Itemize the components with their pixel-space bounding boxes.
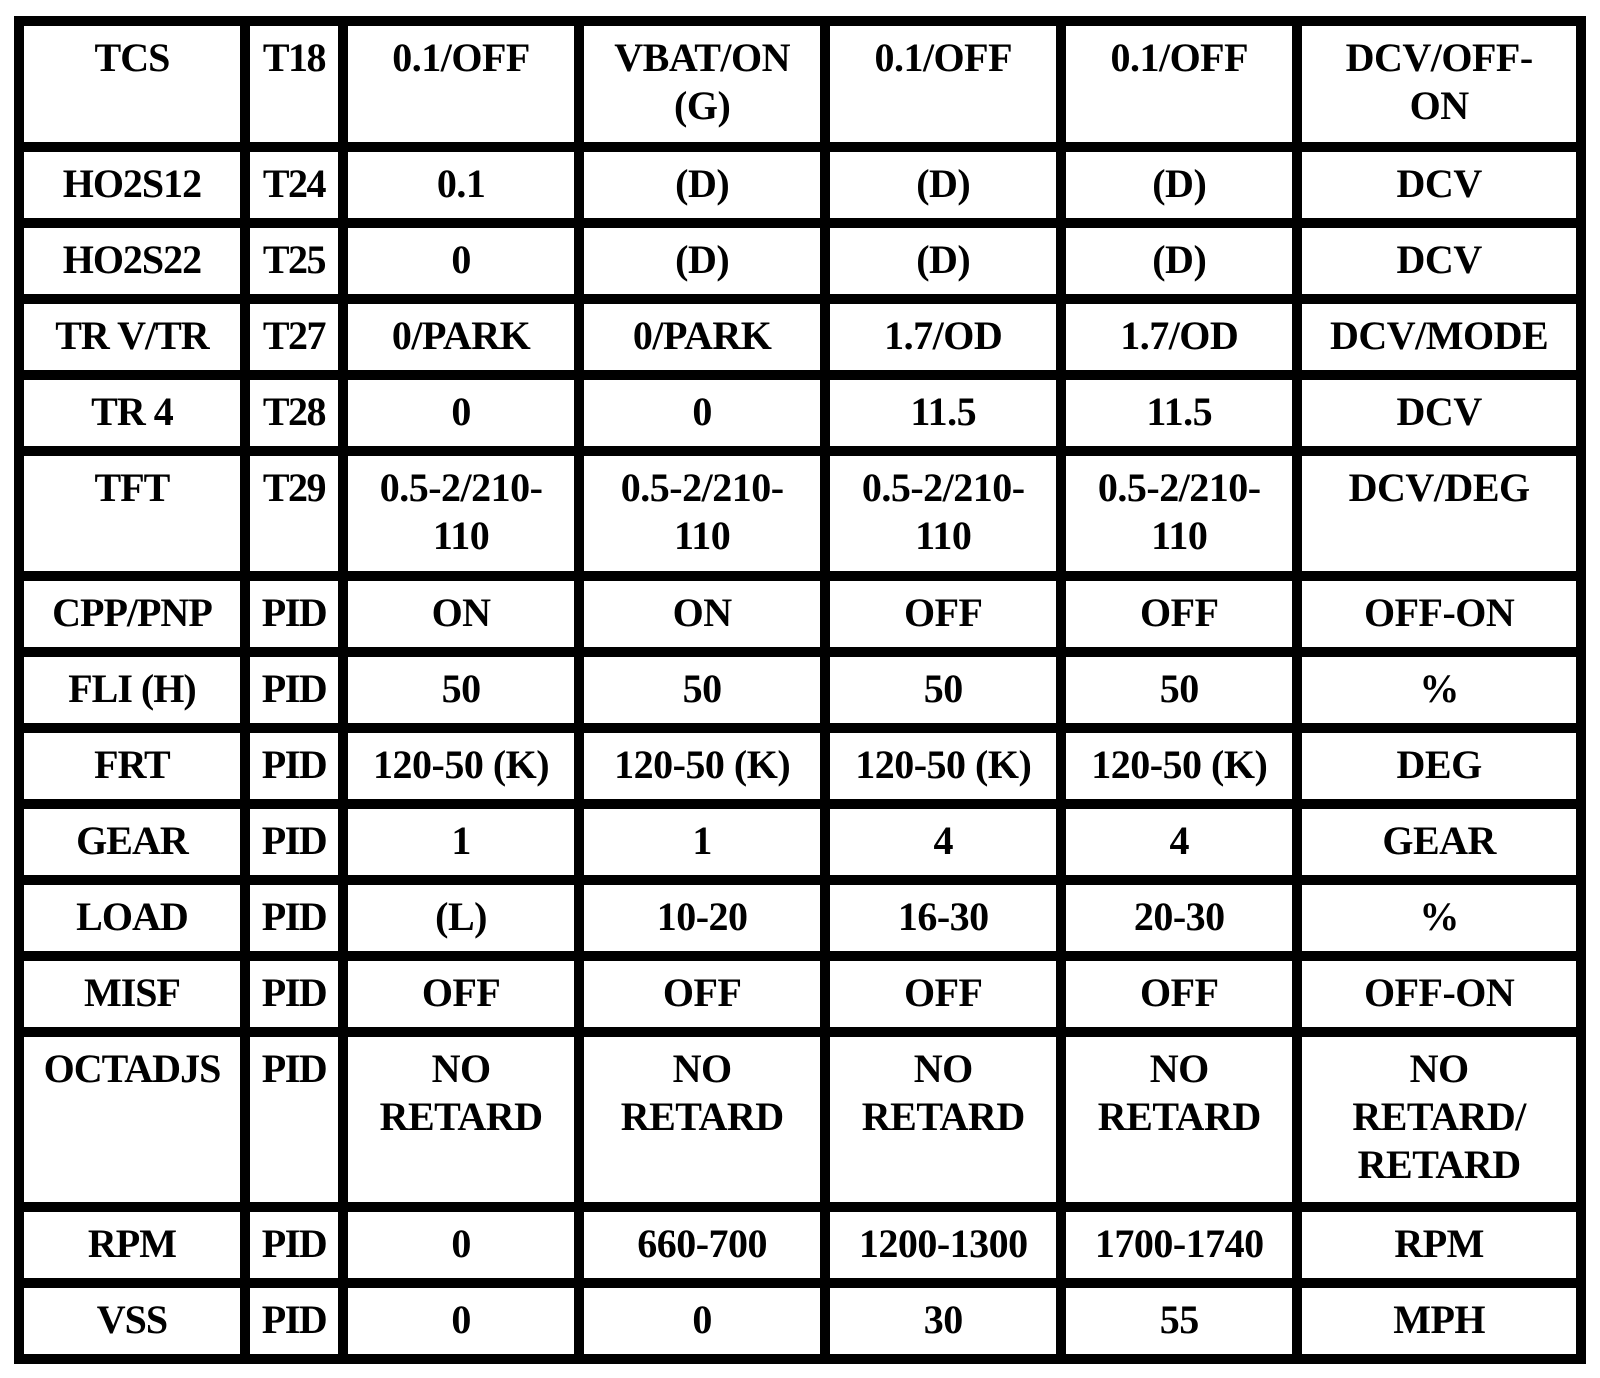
value-col-4-cell xyxy=(1066,581,1292,647)
value-col-3-cell xyxy=(830,26,1056,142)
cell-text-line: 50 xyxy=(682,666,722,711)
cell-text-line: % xyxy=(1419,666,1459,711)
cell-text-line: % xyxy=(1419,894,1459,939)
cell-text-line: MPH xyxy=(1393,1297,1486,1342)
cell-text-line: 50 xyxy=(441,666,481,711)
value-col-4-cell xyxy=(1066,152,1292,218)
value-col-2-cell xyxy=(584,657,820,723)
cell-text-line: 1 xyxy=(692,818,712,863)
unit-col-cell xyxy=(1302,26,1576,142)
cell-text-line: 55 xyxy=(1159,1297,1199,1342)
unit-col-cell xyxy=(1302,1288,1576,1354)
cell-text-line: 0.1/OFF xyxy=(392,35,530,80)
cell-text-line: (D) xyxy=(1152,236,1207,282)
cell-text-line: 110 xyxy=(432,512,490,558)
cell-text-line: RETARD xyxy=(1357,1142,1521,1187)
signal-name-cell: HO2S22 xyxy=(24,228,240,294)
cell-text-line: 0 xyxy=(451,236,471,282)
pin-cell: PID xyxy=(250,657,338,723)
value-col-3-cell xyxy=(830,885,1056,951)
cell-text-line: 10-20 xyxy=(656,894,748,939)
cell-text-line: 110 xyxy=(915,512,972,558)
cell-text-line: 1.7/OD xyxy=(884,312,1003,358)
pin-cell: PID xyxy=(250,961,338,1027)
value-col-1-cell xyxy=(348,1288,574,1354)
value-col-1-cell xyxy=(348,304,574,370)
cell-text-line: 0 xyxy=(692,1297,712,1342)
cell-text-line: 1200-1300 xyxy=(858,1221,1028,1266)
pin-cell: PID xyxy=(250,581,338,647)
unit-col-cell xyxy=(1302,961,1576,1027)
signal-name-cell: FRT xyxy=(24,733,240,799)
cell-text-line: RPM xyxy=(1394,1221,1484,1266)
table-row xyxy=(24,961,1576,1027)
pin-cell: T28 xyxy=(250,380,338,446)
value-col-3-cell xyxy=(830,961,1056,1027)
cell-text-line: OFF xyxy=(1140,590,1219,635)
cell-text-line: 0 xyxy=(451,1297,471,1342)
value-col-1-cell xyxy=(348,657,574,723)
value-col-2-cell xyxy=(584,26,820,142)
cell-text-line: (L) xyxy=(435,894,487,939)
cell-text-line: RETARD xyxy=(861,1094,1025,1139)
value-col-1-cell xyxy=(348,581,574,647)
unit-col-cell xyxy=(1302,733,1576,799)
value-col-3-cell xyxy=(830,581,1056,647)
cell-text-line: NO xyxy=(1149,1046,1209,1091)
value-col-3-cell xyxy=(830,1288,1056,1354)
value-col-1-cell xyxy=(348,885,574,951)
cell-text-line: 0 xyxy=(451,388,471,434)
cell-text-line: 4 xyxy=(1169,818,1189,863)
cell-text-line: 0.5-2/210- xyxy=(861,464,1025,510)
spec-table-frame xyxy=(14,16,1586,1364)
cell-text-line: 0.5-2/210- xyxy=(1097,464,1261,510)
signal-name-cell: TCS xyxy=(24,26,240,142)
signal-name-cell: FLI (H) xyxy=(24,657,240,723)
table-row xyxy=(24,809,1576,875)
value-col-4-cell xyxy=(1066,1212,1292,1278)
cell-text-line: DEG xyxy=(1396,742,1482,787)
cell-text-line: 30 xyxy=(923,1297,963,1342)
cell-text-line: 0.1 xyxy=(436,160,486,206)
cell-text-line: NO xyxy=(913,1046,973,1091)
cell-text-line: OFF xyxy=(904,970,983,1015)
signal-name-cell: LOAD xyxy=(24,885,240,951)
cell-text-line: 120-50 (K) xyxy=(855,742,1032,787)
value-col-1-cell xyxy=(348,733,574,799)
value-col-3-cell xyxy=(830,657,1056,723)
cell-text-line: 0.1/OFF xyxy=(1110,35,1249,80)
signal-name-cell: VSS xyxy=(24,1288,240,1354)
cell-text-line: 120-50 (K) xyxy=(614,742,791,787)
value-col-1-cell xyxy=(348,26,574,142)
value-col-1-cell xyxy=(348,809,574,875)
cell-text-line: RETARD/ xyxy=(1352,1094,1526,1139)
cell-text-line: RETARD xyxy=(1097,1094,1261,1139)
cell-text-line: 110 xyxy=(1151,512,1208,558)
cell-text-line: DCV xyxy=(1396,236,1482,282)
table-row xyxy=(24,304,1576,370)
signal-name-cell: RPM xyxy=(24,1212,240,1278)
cell-text-line: OFF-ON xyxy=(1363,970,1515,1015)
table-row xyxy=(24,1288,1576,1354)
cell-text-line: OFF xyxy=(662,970,742,1015)
cell-text-line: (D) xyxy=(675,236,730,282)
value-col-1-cell xyxy=(348,1037,574,1202)
value-col-4-cell xyxy=(1066,809,1292,875)
table-row xyxy=(24,657,1576,723)
table-row xyxy=(24,26,1576,142)
cell-text-line: NO xyxy=(672,1046,732,1091)
value-col-2-cell xyxy=(584,809,820,875)
pin-cell: PID xyxy=(250,885,338,951)
unit-col-cell xyxy=(1302,304,1576,370)
pin-cell: T27 xyxy=(250,304,338,370)
unit-col-cell xyxy=(1302,152,1576,218)
value-col-3-cell xyxy=(830,1212,1056,1278)
unit-col-cell xyxy=(1302,657,1576,723)
value-col-2-cell xyxy=(584,885,820,951)
cell-text-line: 120-50 (K) xyxy=(1091,742,1268,787)
unit-col-cell xyxy=(1302,1037,1576,1202)
value-col-2-cell xyxy=(584,304,820,370)
cell-text-line: ON xyxy=(1409,83,1469,128)
table-row xyxy=(24,1037,1576,1202)
value-col-1-cell xyxy=(348,152,574,218)
value-col-4-cell xyxy=(1066,885,1292,951)
cell-text-line: OFF-ON xyxy=(1363,590,1515,635)
cell-text-line: 0.5-2/210- xyxy=(379,464,543,510)
value-col-2-cell xyxy=(584,380,820,446)
value-col-2-cell xyxy=(584,1212,820,1278)
spec-table-body xyxy=(24,26,1576,1354)
cell-text-line: ON xyxy=(672,590,732,635)
value-col-2-cell xyxy=(584,581,820,647)
value-col-2-cell xyxy=(584,961,820,1027)
value-col-2-cell xyxy=(584,733,820,799)
value-col-2-cell xyxy=(584,228,820,294)
cell-text-line: DCV/MODE xyxy=(1330,312,1549,358)
cell-text-line: 4 xyxy=(933,818,953,863)
cell-text-line: 11.5 xyxy=(1146,388,1213,434)
cell-text-line: DCV/OFF- xyxy=(1345,35,1533,80)
unit-col-cell xyxy=(1302,228,1576,294)
cell-text-line: 0/PARK xyxy=(391,312,531,358)
table-row xyxy=(24,228,1576,294)
value-col-3-cell xyxy=(830,304,1056,370)
unit-col-cell xyxy=(1302,380,1576,446)
value-col-3-cell xyxy=(830,380,1056,446)
cell-text-line: DCV xyxy=(1396,160,1482,206)
signal-name-cell: MISF xyxy=(24,961,240,1027)
value-col-4-cell xyxy=(1066,733,1292,799)
cell-text-line: 1700-1740 xyxy=(1094,1221,1264,1266)
value-col-3-cell xyxy=(830,733,1056,799)
value-col-1-cell xyxy=(348,380,574,446)
value-col-4-cell xyxy=(1066,228,1292,294)
cell-text-line: ON xyxy=(431,590,491,635)
pin-cell: PID xyxy=(250,809,338,875)
cell-text-line: RETARD xyxy=(620,1094,784,1139)
pin-cell: PID xyxy=(250,733,338,799)
value-col-4-cell xyxy=(1066,456,1292,572)
table-row xyxy=(24,733,1576,799)
value-col-2-cell xyxy=(584,1037,820,1202)
cell-text-line: 0.1/OFF xyxy=(874,35,1013,80)
pin-cell: PID xyxy=(250,1288,338,1354)
signal-name-cell: TR V/TR xyxy=(24,304,240,370)
pin-cell: T29 xyxy=(250,456,338,572)
pin-cell: T24 xyxy=(250,152,338,218)
pin-cell: T18 xyxy=(250,26,338,142)
cell-text-line: DCV xyxy=(1396,388,1482,434)
cell-text-line: 50 xyxy=(1159,666,1199,711)
cell-text-line: OFF xyxy=(1140,970,1219,1015)
value-col-4-cell xyxy=(1066,1288,1292,1354)
cell-text-line: (D) xyxy=(675,160,730,206)
cell-text-line: VBAT/ON xyxy=(614,35,791,80)
cell-text-line: 1 xyxy=(451,818,471,863)
cell-text-line: 50 xyxy=(923,666,963,711)
table-row xyxy=(24,456,1576,572)
cell-text-line: RETARD xyxy=(379,1094,543,1139)
cell-text-line: DCV/DEG xyxy=(1348,464,1530,510)
signal-name-cell: HO2S12 xyxy=(24,152,240,218)
value-col-1-cell xyxy=(348,1212,574,1278)
cell-text-line: 110 xyxy=(674,512,731,558)
table-row xyxy=(24,1212,1576,1278)
value-col-4-cell xyxy=(1066,304,1292,370)
signal-name-cell: TFT xyxy=(24,456,240,572)
value-col-3-cell xyxy=(830,228,1056,294)
value-col-2-cell xyxy=(584,456,820,572)
unit-col-cell xyxy=(1302,456,1576,572)
unit-col-cell xyxy=(1302,581,1576,647)
value-col-4-cell xyxy=(1066,1037,1292,1202)
spec-table xyxy=(14,16,1586,1364)
cell-text-line: (D) xyxy=(916,236,971,282)
cell-text-line: 16-30 xyxy=(897,894,989,939)
value-col-4-cell xyxy=(1066,26,1292,142)
value-col-1-cell xyxy=(348,456,574,572)
table-row xyxy=(24,152,1576,218)
cell-text-line: 1.7/OD xyxy=(1120,312,1239,358)
cell-text-line: 660-700 xyxy=(637,1221,768,1266)
table-row xyxy=(24,581,1576,647)
cell-text-line: 11.5 xyxy=(910,388,977,434)
pin-cell: T25 xyxy=(250,228,338,294)
signal-name-cell: CPP/PNP xyxy=(24,581,240,647)
value-col-2-cell xyxy=(584,152,820,218)
value-col-2-cell xyxy=(584,1288,820,1354)
value-col-1-cell xyxy=(348,228,574,294)
unit-col-cell xyxy=(1302,1212,1576,1278)
cell-text-line: 0 xyxy=(692,388,712,434)
table-row xyxy=(24,380,1576,446)
value-col-4-cell xyxy=(1066,380,1292,446)
value-col-4-cell xyxy=(1066,657,1292,723)
cell-text-line: NO xyxy=(1409,1046,1469,1091)
value-col-4-cell xyxy=(1066,961,1292,1027)
cell-text-line: NO xyxy=(431,1046,491,1091)
value-col-3-cell xyxy=(830,456,1056,572)
cell-text-line: 120-50 (K) xyxy=(373,742,550,787)
cell-text-line: 0/PARK xyxy=(632,312,772,358)
value-col-3-cell xyxy=(830,809,1056,875)
pin-cell: PID xyxy=(250,1037,338,1202)
value-col-1-cell xyxy=(348,961,574,1027)
cell-text-line: 0.5-2/210- xyxy=(620,464,784,510)
cell-text-line: 0 xyxy=(451,1221,471,1266)
signal-name-cell: OCTADJS xyxy=(24,1037,240,1202)
cell-text-line: GEAR xyxy=(1382,818,1496,863)
value-col-3-cell xyxy=(830,1037,1056,1202)
cell-text-line: OFF xyxy=(421,970,501,1015)
table-row xyxy=(24,885,1576,951)
unit-col-cell xyxy=(1302,885,1576,951)
cell-text-line: OFF xyxy=(904,590,983,635)
signal-name-cell: GEAR xyxy=(24,809,240,875)
cell-text-line: 20-30 xyxy=(1133,894,1225,939)
signal-name-cell: TR 4 xyxy=(24,380,240,446)
cell-text-line: (G) xyxy=(674,83,731,128)
cell-text-line: (D) xyxy=(1152,160,1207,206)
value-col-3-cell xyxy=(830,152,1056,218)
pin-cell: PID xyxy=(250,1212,338,1278)
cell-text-line: (D) xyxy=(916,160,971,206)
unit-col-cell xyxy=(1302,809,1576,875)
